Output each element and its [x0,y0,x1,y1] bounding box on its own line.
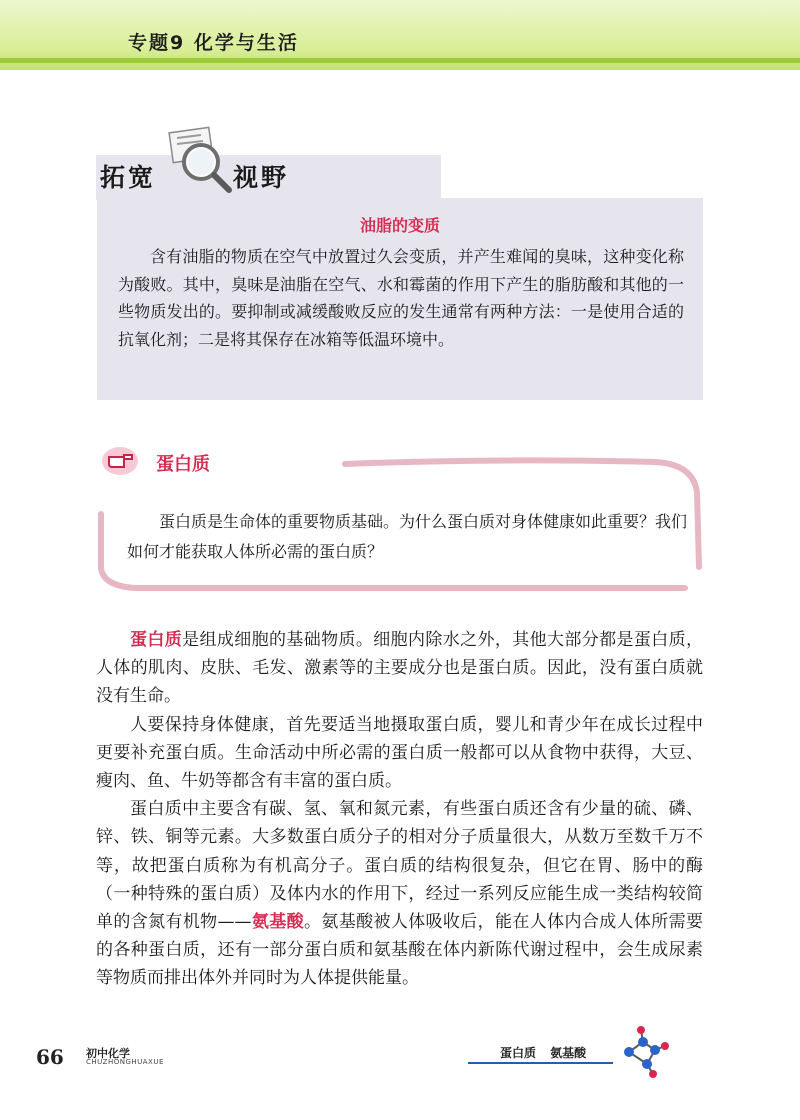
extension-label-right: 视野 [233,163,290,192]
extension-heading: 油脂的变质 [359,216,440,235]
header-divider [0,58,800,63]
molecule-icon [615,1024,670,1079]
book-title: 初中化学 [86,1047,130,1060]
body-paragraph [96,795,703,992]
page-number: 66 [36,1045,64,1069]
extension-paragraph: 含有油脂的物质在空气中放置过久会变质，并产生难闻的臭味，这种变化称为酸败。其中，臭味是油脂在空气、水和霉菌的作用下产生的脂肪酸和其他的一些物质发出的。要抑制或减缓酸败反应的发生通常有两种方法：一是使用合适的抗氧化剂；二是将其保存在冰箱等低温环境中。 [118,247,684,349]
section-question: 蛋白质是生命体的重要物质基础。为什么蛋白质对身体健康如此重要？我们如何才能获取人体所必需的蛋白质？ [127,512,688,561]
magnifier-icon [165,126,235,196]
body-text-span: 是组成细胞的基础物质。细胞内除水之外，其他大部分都是蛋白质，人体的肌肉、皮肤、毛发、激素等的主要成分也是蛋白质。因此，没有蛋白质就没有生命。 [96,630,703,707]
chapter-title: 专题9 化学与生活 [128,32,299,54]
main-body [96,626,703,993]
body-paragraph: 人要保持身体健康，首先要适当地摄取蛋白质，婴儿和青少年在成长过程中更要补充蛋白质。生命活动中所必需的蛋白质一般都可以从食物中获得，大豆、瘦肉、鱼、牛奶等都含有丰富的蛋白质。 [96,714,703,792]
footer-rule [468,1062,613,1064]
extension-label-left: 拓宽 [100,163,157,192]
book-subtitle: CHUZHONGHUAXUE [86,1058,164,1066]
key-term: 氨基酸 [251,912,305,933]
footer-keywords: 蛋白质 氨基酸 [500,1046,587,1060]
pointing-hand-icon [100,445,140,477]
body-text-span: 蛋白质中主要含有碳、氢、氧和氮元素，有些蛋白质还含有少量的硫、磷、锌、铁、铜等元素。大多数蛋白质分子的相对分子质量很大，从数万至数千万不等，故把蛋白质称为有机高分子。蛋白质的结构很复杂，但它在胃、肠中的酶（一种特殊的蛋白质）及体内水的作用下，经过一系列反应能生成一类结构较简单的含氮有机物—— [96,799,703,933]
section-title: 蛋白质 [156,454,210,475]
key-term: 蛋白质 [130,630,183,650]
body-text-span: 。氨基酸被人体吸收后，能在人体内合成人体所需要的各种蛋白质，还有一部分蛋白质和氨基酸在体内新陈代谢过程中，会生成尿素等物质而排出体外并同时为人体提供能量。 [96,912,704,989]
body-paragraph [96,626,703,711]
